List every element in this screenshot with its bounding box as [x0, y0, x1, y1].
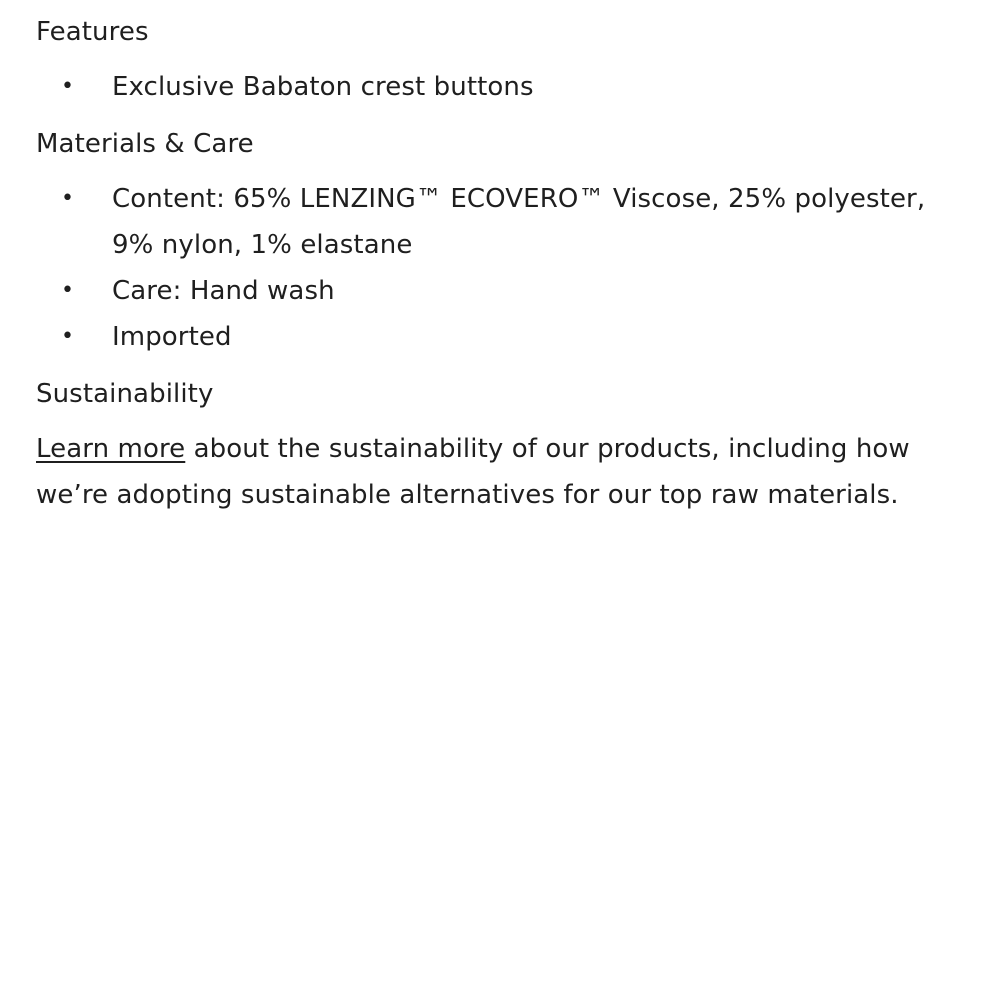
materials-imported-text: Imported — [112, 322, 232, 352]
materials-care-text: Care: Hand wash — [112, 276, 335, 306]
materials-care-list — [36, 176, 964, 360]
features-item-text: Exclusive Babaton crest buttons — [112, 72, 534, 102]
list-item — [36, 314, 964, 360]
bullet-icon: • — [61, 278, 75, 303]
features-heading: Features — [36, 17, 149, 47]
bullet-icon: • — [61, 324, 75, 349]
list-item — [36, 268, 964, 314]
sustainability-paragraph — [36, 426, 964, 518]
learn-more-link[interactable]: Learn more — [36, 434, 186, 464]
list-item — [36, 176, 942, 268]
materials-content-text: Content: 65% LENZING™ ECOVERO™ Viscose, 25% polyester, 9% nylon, 1% elastane — [112, 184, 926, 260]
sustainability-heading: Sustainability — [36, 379, 214, 409]
materials-care-heading: Materials & Care — [36, 129, 254, 159]
features-list — [36, 64, 964, 110]
bullet-icon: • — [61, 186, 75, 211]
list-item — [36, 64, 964, 110]
bullet-icon: • — [61, 74, 75, 99]
sustainability-body-text: about the sustainability of our products, including how we’re adopting sustainable alternatives for our top raw materials. — [36, 434, 910, 510]
